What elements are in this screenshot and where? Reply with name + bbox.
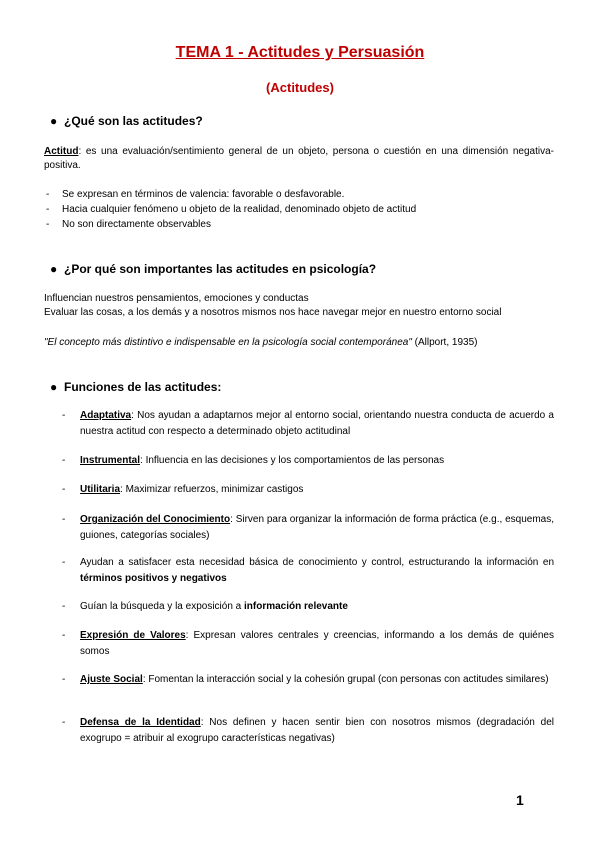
bullet-dot-icon: ● [50,380,58,394]
function-item-instrumental: - Instrumental: Influencia en las decisiones y los comportamientos de las personas [62,455,445,466]
section-heading-importance: ● ¿Por qué son importantes las actitudes en psicología? [50,262,377,276]
importance-line-2: Evaluar las cosas, a los demás y a nosotros mismos nos hace navegar mejor en nuestro entorno social [44,307,502,318]
function-item-adaptativa: - Adaptativa: Nos ayudan a adaptarnos mejor al entorno social, orientando nuestra conducta de acuerdo a nuestra actitud con respecto a determinado objeto actitudinal [62,410,554,437]
section-heading-functions: ● Funciones de las actitudes: [50,380,222,394]
definition-term: Actitud [44,146,79,157]
function-item-busqueda: - Guían la búsqueda y la exposición a información relevante [62,601,348,612]
function-item-ajuste-social: - Ajuste Social: Fomentan la interacción social y la cohesión grupal (con personas con actitudes similares) [62,674,549,685]
list-item: - Se expresan en términos de valencia: favorable o desfavorable. [46,189,345,200]
page-subtitle: (Actitudes) [266,80,334,95]
function-item-utilitaria: - Utilitaria: Maximizar refuerzos, minimizar castigos [62,484,304,495]
function-item-control: - Ayudan a satisfacer esta necesidad básica de conocimiento y control, estructurando la información en términos positivos y negativos [62,557,554,584]
importance-line-1: Influencian nuestros pensamientos, emociones y conductas [44,293,309,304]
definition-text: : es una evaluación/sentimiento general de un objeto, persona o cuestión en una dimensión negativa-positiva. [44,146,554,171]
attitude-definition [44,145,554,173]
section-heading-what-are-attitudes: ● ¿Qué son las actitudes? [50,114,203,128]
function-item-organizacion: - Organización del Conocimiento: Sirven para organizar la información de forma práctica (e.g., esquemas, guiones, categorías sociales) [62,514,554,541]
page-number: 1 [516,792,524,808]
list-item: - Hacia cualquier fenómeno u objeto de la realidad, denominado objeto de actitud [46,204,417,215]
page-title: TEMA 1 - Actitudes y Persuasión [175,44,425,61]
allport-quote: "El concepto más distintivo e indispensable en la psicología social contemporánea" (Allport, 1935) [44,337,478,348]
list-item: - No son directamente observables [46,219,211,230]
bullet-dot-icon: ● [50,262,58,276]
function-item-identidad: - Defensa de la Identidad: Nos definen y hacen sentir bien con nosotros mismos (degradación del exogrupo = atribuir al exogrupo características negativas) [62,717,554,744]
function-item-valores: - Expresión de Valores: Expresan valores centrales y creencias, informando a los demás de quiénes somos [62,630,554,657]
bullet-dot-icon: ● [50,114,58,128]
